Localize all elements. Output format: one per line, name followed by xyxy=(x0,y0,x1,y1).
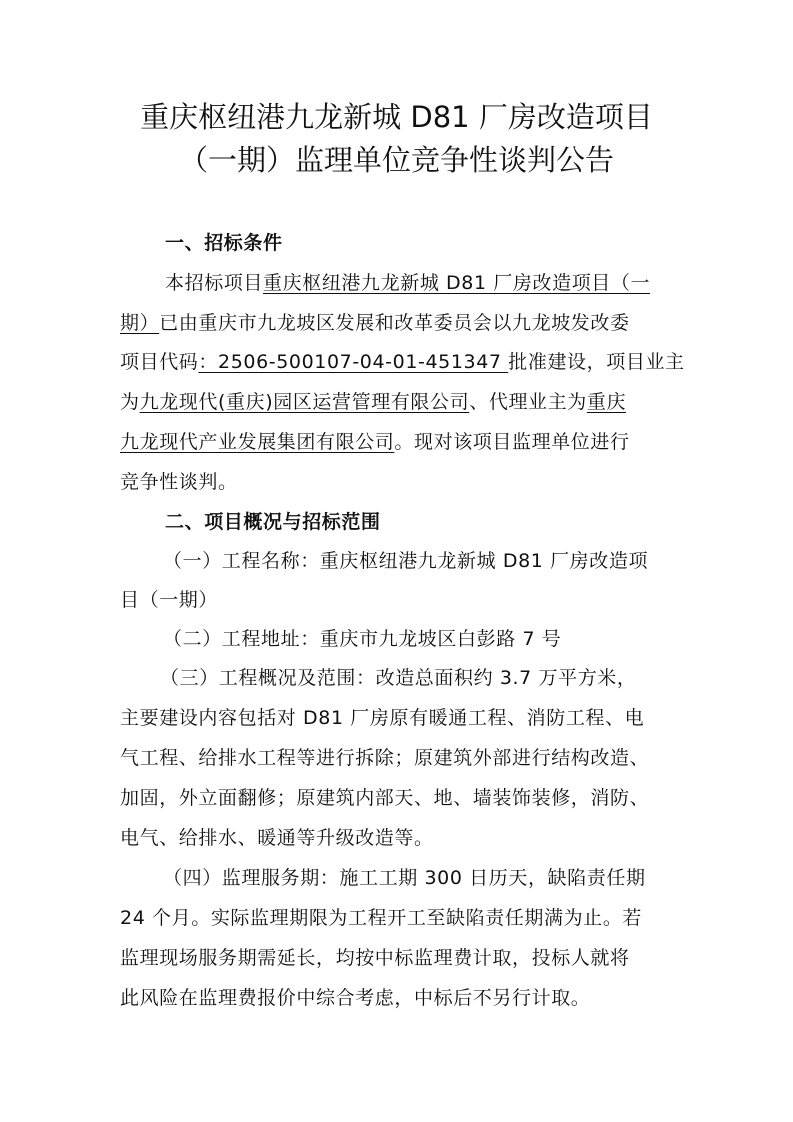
paragraph-line: 加固，外立面翻修；原建筑内部天、地、墙装饰装修，消防、 xyxy=(120,787,650,809)
project-name-underlined: 期） xyxy=(120,312,160,334)
paragraph-line: 电气、给排水、暖通等升级改造等。 xyxy=(120,827,434,849)
paragraph-line: 气工程、给排水工程等进行拆除；原建筑外部进行结构改造、 xyxy=(120,747,650,769)
paragraph-line: 目（一期） xyxy=(120,589,219,611)
text-run: 批准建设，项目业主 xyxy=(508,351,685,373)
text-run: 。现对该项目监理单位进行 xyxy=(394,431,630,453)
paragraph-line xyxy=(120,311,630,335)
text-run: 、代理业主为 xyxy=(469,391,587,413)
project-name-underlined: 重庆枢纽港九龙新城 D81 厂房改造项目（一 xyxy=(263,272,651,294)
paragraph-line: （四）监理服务期：施工工期 300 日历天，缺陷责任期 xyxy=(163,867,646,889)
document-title-line-2: （一期）监理单位竞争性谈判公告 xyxy=(178,143,614,177)
paragraph-line: 24 个月。实际监理期限为工程开工至缺陷责任期满为止。若 xyxy=(120,907,643,929)
paragraph-line xyxy=(120,430,630,454)
agent-name-underlined: 九龙现代产业发展集团有限公司 xyxy=(120,431,395,453)
text-run: 为 xyxy=(120,391,140,413)
paragraph-line: （二）工程地址：重庆市九龙坡区白彭路 7 号 xyxy=(163,628,562,650)
text-run: 项目代码 xyxy=(120,351,199,373)
paragraph-line xyxy=(120,390,626,414)
paragraph-line: 主要建设内容包括对 D81 厂房原有暖通工程、消防工程、电 xyxy=(120,707,645,729)
project-code-underlined: ：2506-500107-04-01-451347 xyxy=(198,351,509,373)
section-2-heading: 二、项目概况与招标范围 xyxy=(165,511,381,533)
paragraph-line: 监理现场服务期需延长，均按中标监理费计取，投标人就将 xyxy=(120,947,630,969)
document-title-line-1: 重庆枢纽港九龙新城 D81 厂房改造项目 xyxy=(140,100,653,134)
text-run: 已由重庆市九龙坡区发展和改革委员会以九龙坡发改委 xyxy=(159,312,630,334)
paragraph-line: 此风险在监理费报价中综合考虑，中标后不另行计取。 xyxy=(120,987,591,1009)
text-run: 本招标项目 xyxy=(165,272,264,294)
paragraph-line: 竞争性谈判。 xyxy=(120,471,238,493)
paragraph-line: （三）工程概况及范围：改造总面积约 3.7 万平方米， xyxy=(160,667,637,689)
section-1-heading: 一、招标条件 xyxy=(165,232,283,254)
paragraph-line xyxy=(120,350,685,374)
paragraph-line: （一）工程名称：重庆枢纽港九龙新城 D81 厂房改造项 xyxy=(163,550,649,572)
agent-name-underlined: 重庆 xyxy=(586,391,627,413)
paragraph-line xyxy=(165,271,650,295)
owner-name-underlined: 九龙现代(重庆)园区运营管理有限公司 xyxy=(139,391,470,413)
